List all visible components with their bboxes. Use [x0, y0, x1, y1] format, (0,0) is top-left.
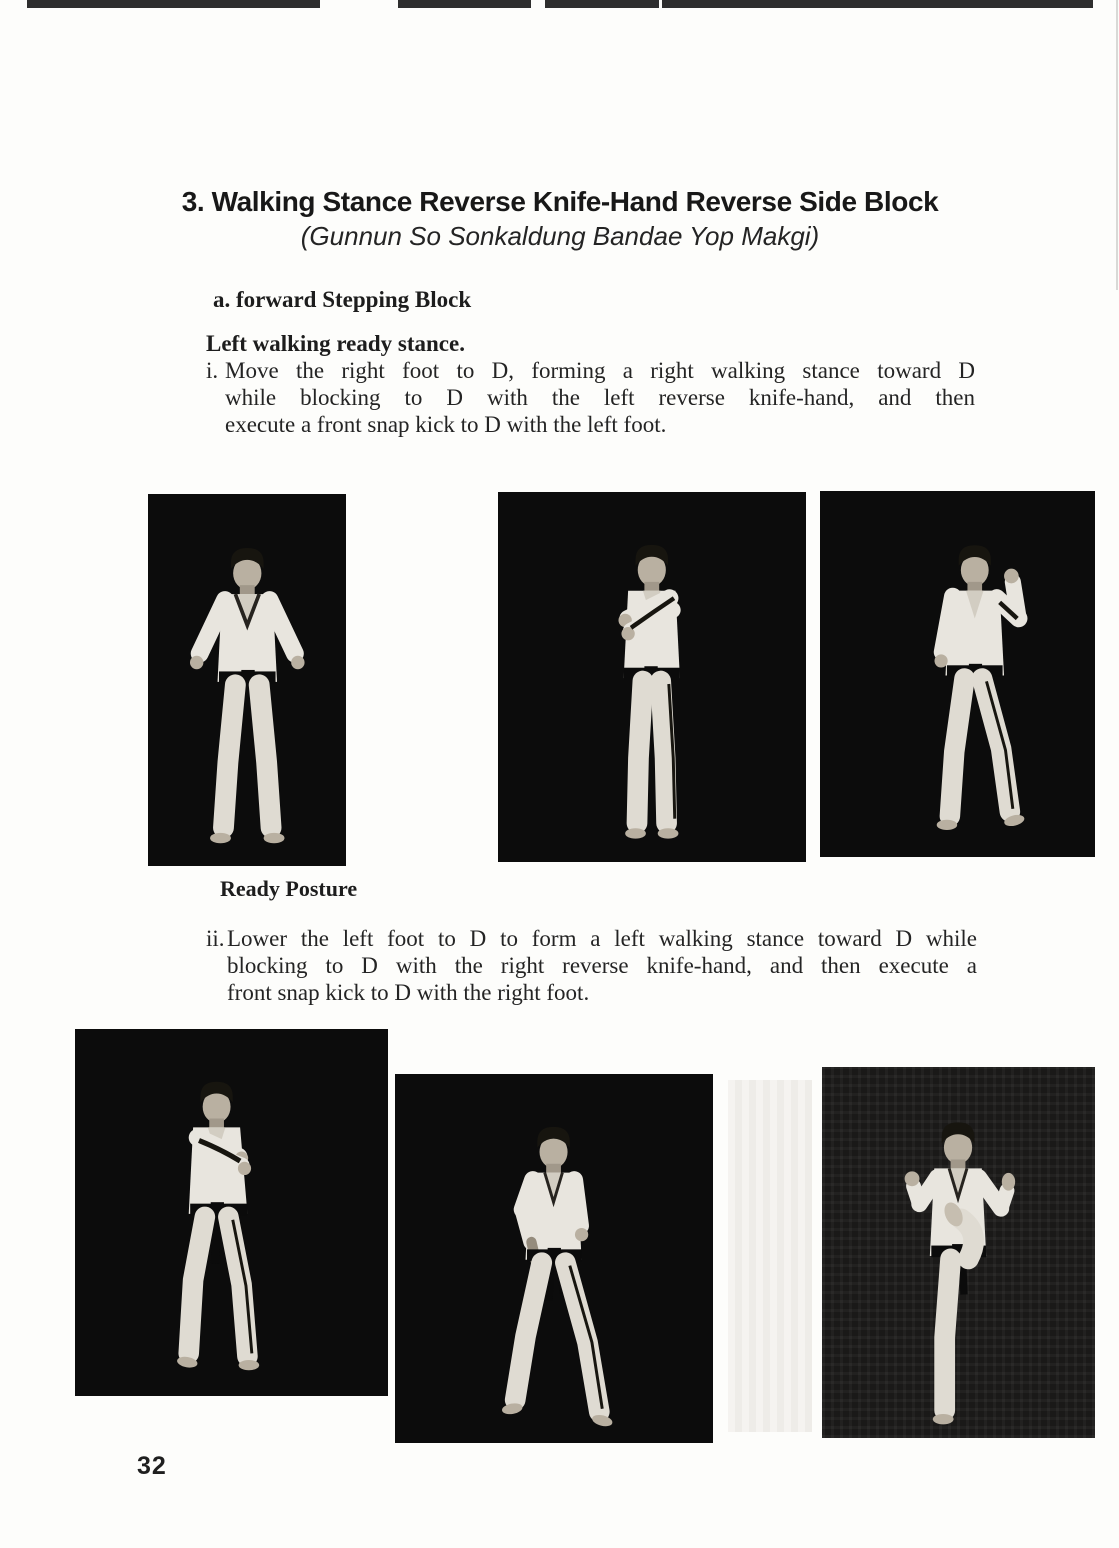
figure-left-stance-knife-hand-block [465, 1118, 642, 1443]
scan-artifact-bar [662, 0, 1093, 8]
heading-block [160, 186, 960, 251]
text-line: front snap kick to D with the right foot. [227, 980, 590, 1005]
instruction-item-ii [206, 925, 977, 1006]
instruction-text-ii [227, 925, 977, 1006]
stance-lead-line: Left walking ready stance. [206, 331, 465, 356]
photo-front-snap-kick [822, 1067, 1095, 1438]
technique-title-korean: (Gunnun So Sonkaldung Bandae Yop Makgi) [300, 221, 820, 251]
scan-edge-line [1116, 0, 1118, 290]
instruction-text-i [225, 357, 975, 438]
photo-block-preparation [498, 492, 806, 862]
photo-caption-ready-posture: Ready Posture [220, 876, 358, 901]
scan-bleed-artifact [728, 1080, 812, 1432]
photo-left-step-preparation [75, 1029, 388, 1396]
text-line: while blocking to D with the left reverse knife-hand, and then [225, 385, 975, 410]
list-marker-ii: ii. [206, 926, 225, 951]
text-line: blocking to D with the right reverse knife-hand, and then execute a [227, 953, 977, 978]
figure-crossed-arms-block [563, 536, 741, 862]
photo-right-stance-side-block [820, 491, 1095, 857]
figure-ready-posture [158, 539, 337, 866]
figure-front-snap-kick [869, 1112, 1047, 1438]
photo-left-stance-side-block [395, 1074, 713, 1443]
list-marker-i: i. [206, 358, 219, 383]
subsection-label: a. forward Stepping Block [213, 287, 472, 312]
text-line: Move the right foot to D, forming a right walking stance toward D [225, 358, 975, 383]
photo-ready-posture [148, 494, 346, 866]
text-line: Lower the left foot to D to form a left walking stance toward D while [227, 926, 977, 951]
scan-artifact-bar [27, 0, 320, 8]
figure-knife-hand-side-block [884, 535, 1060, 857]
scan-artifact-bar [398, 0, 531, 8]
page-number: 32 [137, 1452, 167, 1480]
technique-title: 3. Walking Stance Reverse Knife-Hand Reverse Side Block [181, 186, 939, 217]
scan-artifact-bar [545, 0, 659, 8]
instruction-item-i [206, 357, 975, 438]
text-line: execute a front snap kick to D with the left foot. [225, 412, 667, 437]
figure-stepping-block-preparation [130, 1073, 306, 1396]
